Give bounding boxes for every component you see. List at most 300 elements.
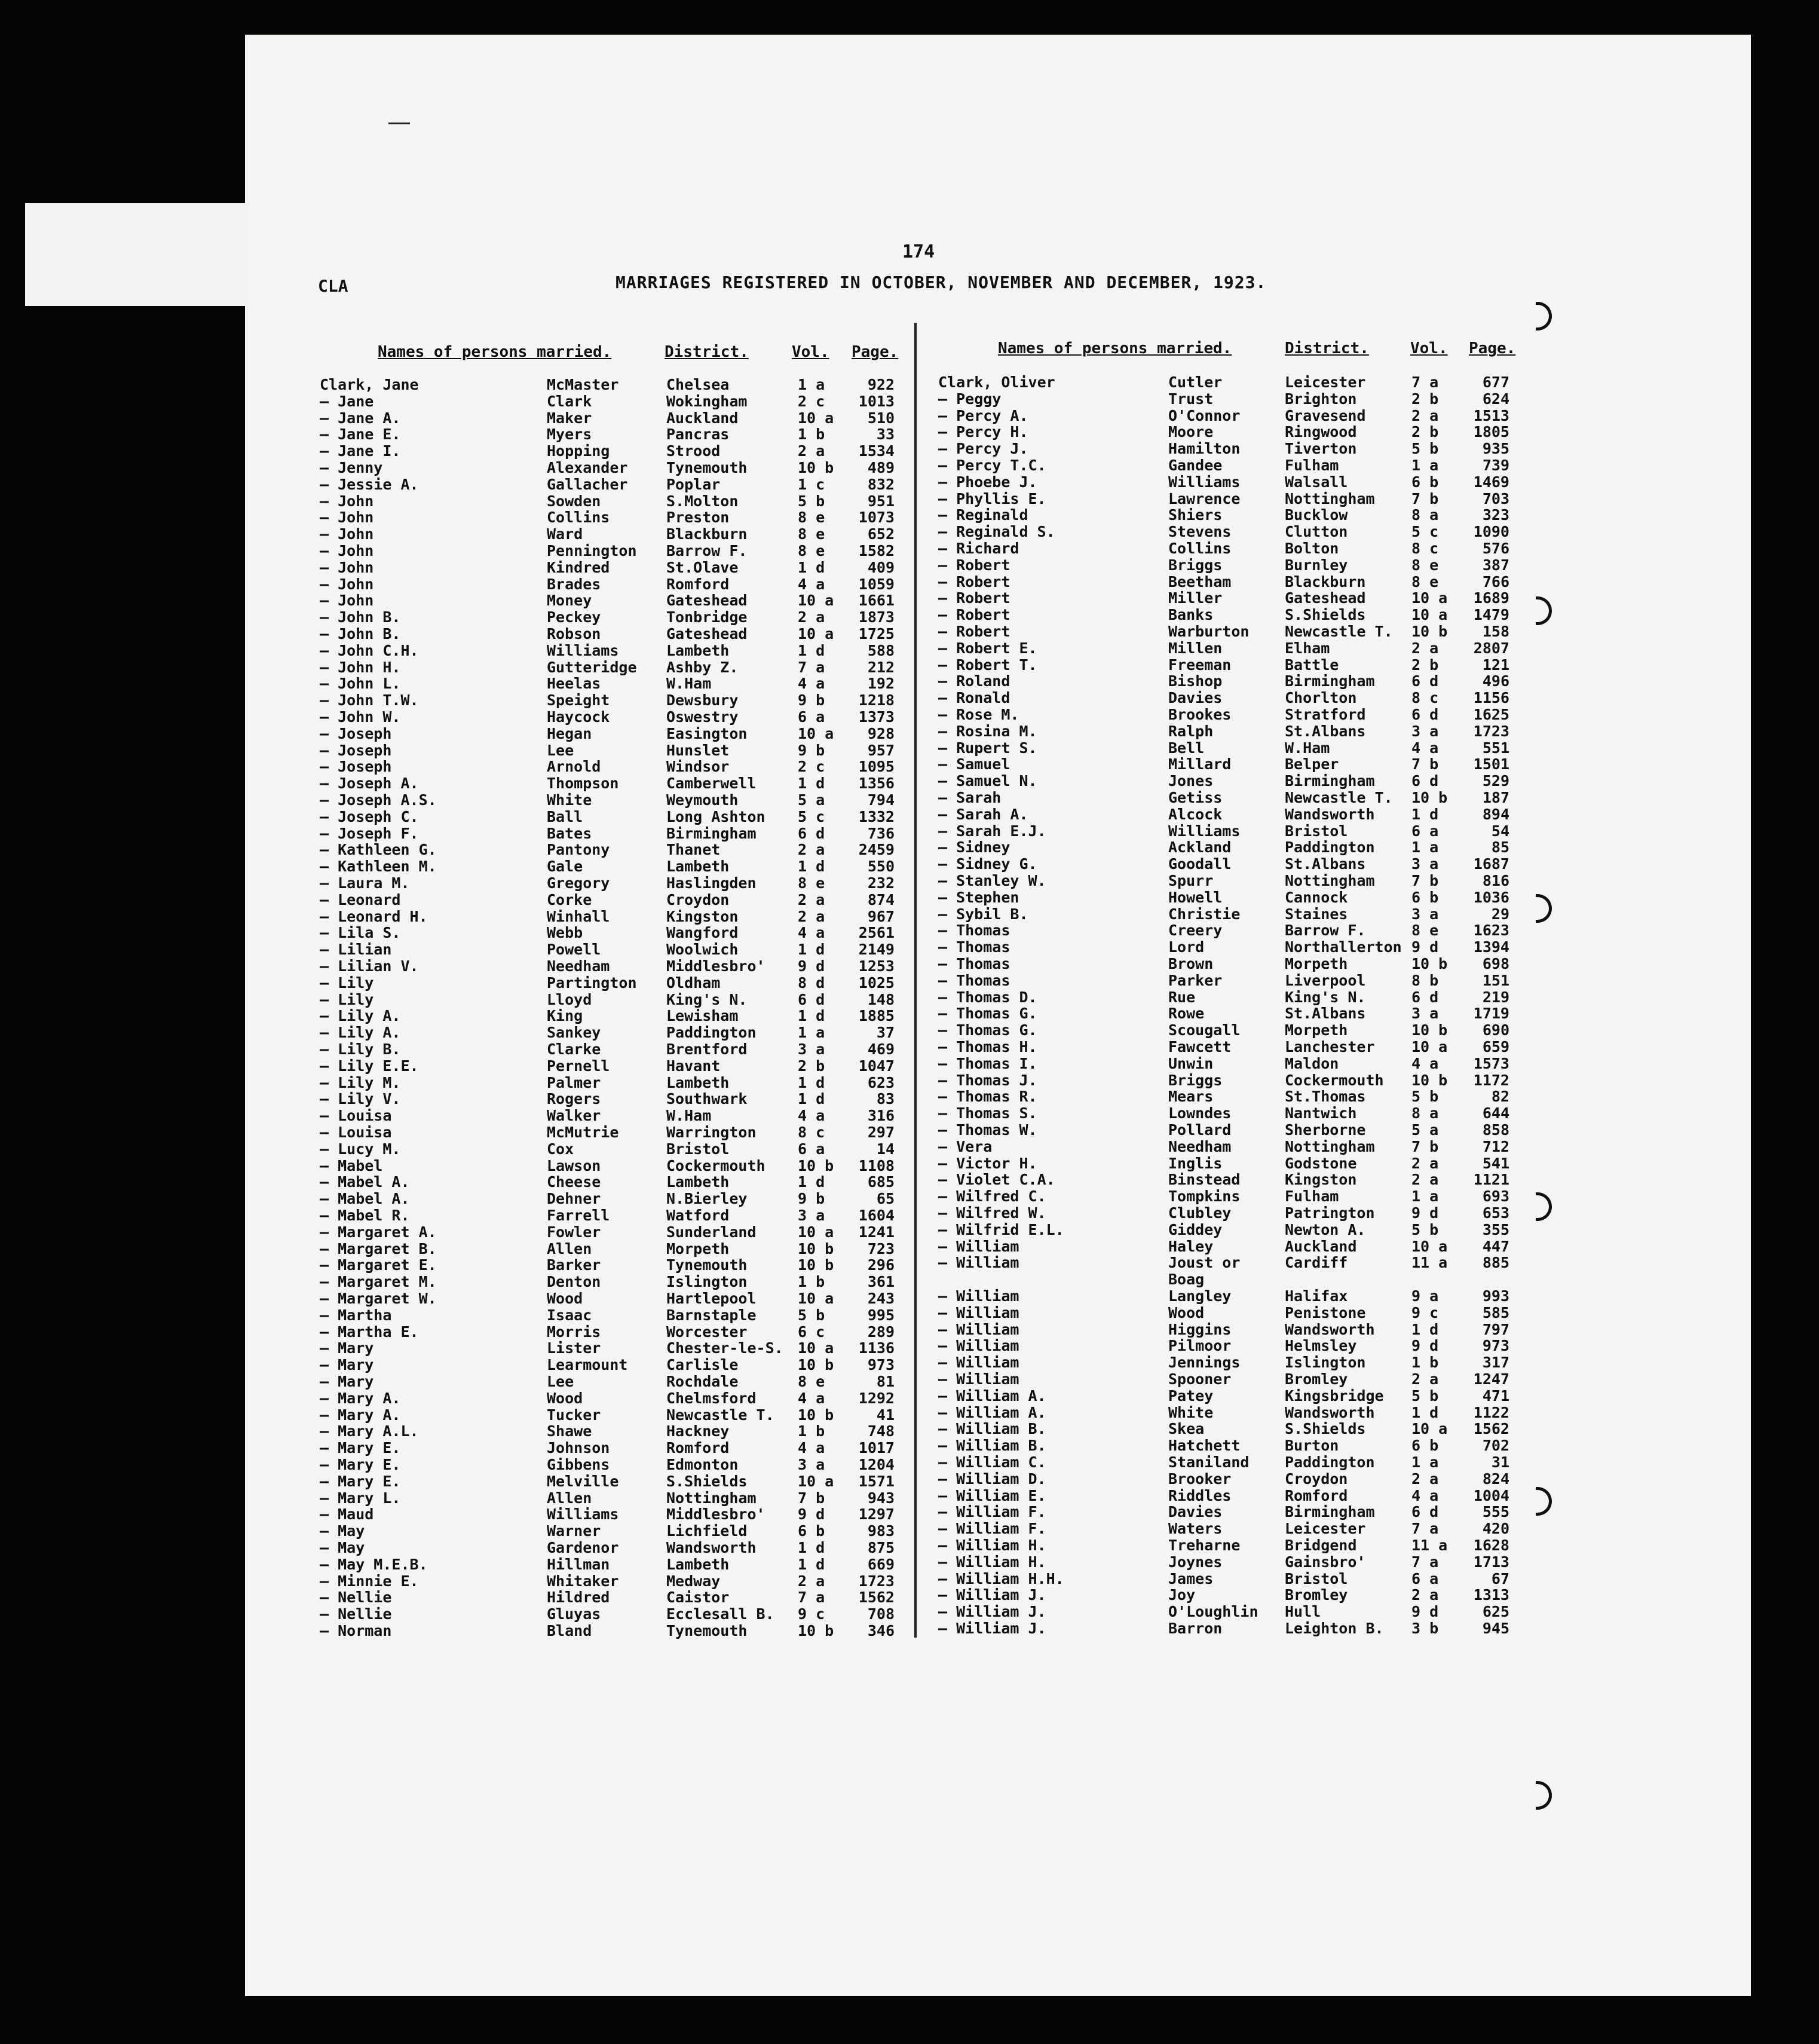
spouse-surname: Joust or — [1168, 1254, 1241, 1272]
forename: — Thomas S. — [938, 1104, 1037, 1122]
spouse-surname: Arnold — [547, 758, 601, 776]
forename: — Joseph A. — [320, 775, 419, 792]
volume: 9 b — [798, 741, 825, 759]
volume: 2 a — [798, 608, 825, 626]
volume: 6 d — [1411, 706, 1439, 723]
forename: — William — [938, 1354, 1019, 1372]
page-ref: 1723 — [1473, 722, 1509, 740]
col-header-names: Names of persons married. — [378, 343, 612, 361]
district: Wokingham — [666, 392, 748, 410]
volume: 8 d — [798, 974, 825, 992]
volume: 3 a — [798, 1207, 825, 1224]
volume: 1 d — [798, 1073, 825, 1091]
page-ref: 832 — [867, 475, 895, 493]
volume: 1 b — [798, 1422, 825, 1440]
register-entry — [320, 726, 917, 742]
spouse-surname: Warner — [547, 1522, 601, 1540]
district: St.Albans — [1285, 722, 1366, 740]
page-ref: 1332 — [858, 807, 895, 825]
register-entry — [938, 607, 1536, 623]
spouse-surname: Staniland — [1168, 1454, 1250, 1471]
forename: — Joseph C. — [320, 807, 419, 825]
forename: — Joseph — [320, 724, 392, 742]
forename: — Ronald — [938, 689, 1010, 707]
volume: 2 a — [798, 891, 825, 908]
volume: 10 b — [1411, 1021, 1448, 1039]
district: Auckland — [1285, 1237, 1357, 1255]
volume: 10 a — [798, 409, 834, 427]
forename: — Robert — [938, 556, 1010, 574]
page-ref: 2149 — [858, 941, 895, 959]
volume: 6 d — [798, 990, 825, 1008]
page-ref: 1689 — [1473, 589, 1509, 607]
register-entry — [320, 1324, 917, 1341]
volume: 5 b — [1411, 440, 1439, 458]
register-entry — [938, 1354, 1536, 1371]
col-header-vol: Vol. — [792, 343, 829, 361]
district: Sherborne — [1285, 1121, 1366, 1139]
forename: — William H.H. — [938, 1569, 1064, 1587]
spouse-surname: Lee — [547, 1373, 574, 1390]
forename: — Lily — [320, 990, 374, 1008]
volume: 2 a — [798, 1572, 825, 1590]
page-ref: 1172 — [1473, 1071, 1509, 1089]
volume: 1 a — [1411, 839, 1439, 856]
district: Oswestry — [666, 708, 739, 726]
volume: 4 a — [798, 675, 825, 693]
register-entry — [320, 1107, 917, 1124]
district: Nottingham — [1285, 489, 1375, 507]
register-entry — [320, 1257, 917, 1274]
forename: — Thomas R. — [938, 1088, 1037, 1106]
spouse-surname: O'Connor — [1168, 406, 1241, 424]
register-entry — [938, 1437, 1536, 1454]
volume: 10 a — [798, 1290, 834, 1307]
volume: 7 b — [1411, 755, 1439, 773]
register-entry — [938, 972, 1536, 989]
forename: — Thomas — [938, 955, 1010, 972]
page-ref: 1625 — [1473, 706, 1509, 723]
volume: 8 e — [798, 1373, 825, 1390]
register-code: CLA — [318, 276, 348, 296]
register-entry — [938, 1620, 1536, 1637]
page-ref: 212 — [867, 658, 895, 676]
register-entry — [938, 1388, 1536, 1405]
register-entry — [320, 1191, 917, 1207]
forename: — William — [938, 1254, 1019, 1272]
register-entry — [320, 758, 917, 775]
register-entry — [320, 792, 917, 809]
page-ref: 644 — [1482, 1104, 1509, 1122]
volume: 10 b — [1411, 955, 1448, 972]
volume: 1 b — [798, 1273, 825, 1291]
spouse-surname: Sankey — [547, 1024, 601, 1042]
spouse-surname: Gregory — [547, 874, 610, 892]
spouse-surname: Jones — [1168, 772, 1214, 790]
register-entry — [938, 1288, 1536, 1305]
volume: 7 b — [1411, 1137, 1439, 1155]
district: Bridgend — [1285, 1537, 1357, 1554]
page-ref: 875 — [867, 1539, 895, 1556]
volume: 6 d — [1411, 988, 1439, 1006]
register-entry — [320, 1490, 917, 1507]
forename: — Sidney — [938, 839, 1010, 856]
forename: — Sarah A. — [938, 805, 1028, 823]
volume: 10 b — [798, 1406, 834, 1424]
forename: — Thomas G. — [938, 1021, 1037, 1039]
district: Bromley — [1285, 1586, 1348, 1604]
forename: — Maud — [320, 1506, 374, 1523]
forename: — John — [320, 525, 374, 543]
forename: — Kathleen G. — [320, 841, 437, 859]
register-entry — [320, 609, 917, 626]
district: Burton — [1285, 1437, 1339, 1455]
district: Hunslet — [666, 741, 730, 759]
district: Blackburn — [666, 525, 748, 543]
district: Windsor — [666, 758, 730, 776]
register-entry — [320, 1440, 917, 1456]
forename: — Martha — [320, 1306, 392, 1324]
district: Birmingham — [666, 824, 757, 842]
register-entry — [938, 856, 1536, 873]
district: Lambeth — [666, 641, 730, 659]
volume: 9 d — [1411, 1337, 1439, 1355]
forename: — Margaret B. — [320, 1240, 437, 1257]
page-ref: 928 — [867, 724, 895, 742]
volume: 6 a — [1411, 1569, 1439, 1587]
page-ref: 1534 — [858, 442, 895, 460]
forename: — Mabel A. — [320, 1190, 410, 1208]
page-ref: 31 — [1491, 1454, 1509, 1471]
register-entry — [320, 992, 917, 1008]
district: Croydon — [1285, 1470, 1348, 1488]
spouse-surname: Joy — [1168, 1586, 1196, 1604]
volume: 1 a — [798, 1024, 825, 1042]
page-ref: 951 — [867, 492, 895, 510]
register-entry — [320, 941, 917, 958]
register-entry — [938, 1571, 1536, 1587]
register-entry — [320, 1573, 917, 1590]
page-ref: 1501 — [1473, 755, 1509, 773]
register-entry — [320, 1141, 917, 1158]
volume: 8 e — [798, 525, 825, 543]
page-ref: 471 — [1482, 1387, 1509, 1405]
spouse-surname: Thompson — [547, 775, 619, 792]
page-ref: 1513 — [1473, 406, 1509, 424]
page-ref: 935 — [1482, 440, 1509, 458]
page-ref: 723 — [867, 1240, 895, 1257]
page-ref: 1108 — [858, 1156, 895, 1174]
register-entry — [938, 657, 1536, 674]
forename: — Rose M. — [938, 706, 1019, 723]
page-ref: 54 — [1491, 822, 1509, 840]
forename: — Violet C.A. — [938, 1171, 1055, 1189]
spouse-surname: Wood — [1168, 1303, 1205, 1321]
forename: — Martha E. — [320, 1323, 419, 1341]
district: Camberwell — [666, 775, 757, 792]
forename: — Samuel N. — [938, 772, 1037, 790]
forename: — Mabel R. — [320, 1207, 410, 1224]
forename: — Sidney G. — [938, 855, 1037, 873]
district: S.Molton — [666, 492, 739, 510]
district: Battle — [1285, 656, 1339, 674]
district: Brentford — [666, 1041, 748, 1058]
page-ref: 14 — [876, 1140, 895, 1158]
forename: — Minnie E. — [320, 1572, 419, 1590]
district: Barnstaple — [666, 1306, 757, 1324]
register-entry — [938, 1537, 1536, 1554]
volume: 2 a — [1411, 1586, 1439, 1604]
forename: — William H. — [938, 1537, 1046, 1554]
forename: — Reginald — [938, 506, 1028, 524]
spouse-surname: McMutrie — [547, 1124, 619, 1141]
col-header-page: Page. — [852, 343, 899, 361]
district: Caistor — [666, 1589, 730, 1607]
register-entry — [938, 1072, 1536, 1089]
spouse-surname: Freeman — [1168, 656, 1232, 674]
register-entry — [320, 892, 917, 908]
page-ref: 289 — [867, 1323, 895, 1341]
forename: — John B. — [320, 608, 401, 626]
register-entry — [320, 1523, 917, 1540]
page-ref: 973 — [867, 1356, 895, 1374]
volume: 5 b — [1411, 1387, 1439, 1405]
forename: — Mary E. — [320, 1439, 401, 1457]
forename: — Margaret E. — [320, 1256, 437, 1274]
forename: — Richard — [938, 540, 1019, 557]
district: Rochdale — [666, 1373, 739, 1390]
district: Ecclesall B. — [666, 1605, 774, 1623]
forename: — Lila S. — [320, 924, 401, 942]
register-entry — [938, 1271, 1536, 1288]
forename: — Mary E. — [320, 1456, 401, 1473]
forename: — Sarah E.J. — [938, 822, 1046, 840]
register-entry — [320, 559, 917, 576]
page-ref: 677 — [1482, 374, 1509, 391]
spouse-surname: Peckey — [547, 608, 601, 626]
district: Edmonton — [666, 1456, 739, 1473]
volume: 7 a — [1411, 1553, 1439, 1571]
register-entry — [938, 557, 1536, 574]
register-entry — [320, 709, 917, 726]
volume: 4 a — [798, 1439, 825, 1457]
volume: 1 d — [798, 775, 825, 792]
volume: 1 d — [798, 1555, 825, 1573]
spouse-surname: Cutler — [1168, 374, 1223, 391]
register-entry — [938, 806, 1536, 823]
page-ref: 1571 — [858, 1472, 895, 1490]
spouse-surname: Davies — [1168, 689, 1223, 707]
page-ref: 469 — [867, 1041, 895, 1058]
district: N.Bierley — [666, 1190, 748, 1208]
page-ref: 702 — [1482, 1437, 1509, 1455]
spouse-surname: Brades — [547, 575, 601, 593]
forename: — Lily A. — [320, 1007, 401, 1025]
volume: 6 d — [1411, 1503, 1439, 1521]
district: Nottingham — [1285, 872, 1375, 889]
spouse-surname: Mears — [1168, 1088, 1214, 1106]
district: Kingsbridge — [1285, 1387, 1384, 1405]
volume: 4 a — [1411, 739, 1439, 757]
volume: 3 a — [1411, 905, 1439, 923]
register-entry — [938, 408, 1536, 424]
volume: 2 a — [798, 442, 825, 460]
district: Birmingham — [1285, 772, 1375, 790]
page-ref: 983 — [867, 1522, 895, 1540]
register-entry — [938, 773, 1536, 790]
district: Worcester — [666, 1323, 748, 1341]
register-entry — [320, 509, 917, 526]
district: Tynemouth — [666, 1256, 748, 1274]
page-ref: 585 — [1482, 1303, 1509, 1321]
volume: 2 b — [798, 1057, 825, 1075]
spouse-surname: Corke — [547, 891, 592, 908]
district: Newcastle T. — [1285, 623, 1393, 640]
volume: 10 b — [798, 1622, 834, 1639]
spouse-surname: Joynes — [1168, 1553, 1223, 1571]
register-entry — [320, 1075, 917, 1091]
col-header-names: Names of persons married. — [998, 339, 1232, 357]
page-ref: 81 — [876, 1373, 895, 1390]
spouse-surname: Waters — [1168, 1520, 1223, 1538]
forename: — Joseph A.S. — [320, 791, 437, 809]
spouse-surname: Williams — [1168, 822, 1241, 840]
forename: — John L. — [320, 675, 401, 693]
spouse-surname: Brooker — [1168, 1470, 1232, 1488]
forename: — Thomas — [938, 938, 1010, 956]
spouse-surname: Barker — [547, 1256, 601, 1274]
volume: 1 a — [1411, 1454, 1439, 1471]
volume: 6 c — [798, 1323, 825, 1341]
district: Croydon — [666, 891, 730, 908]
spouse-surname: Farrell — [547, 1207, 610, 1224]
forename: — Thomas G. — [938, 1005, 1037, 1023]
spouse-surname: Allen — [547, 1240, 592, 1257]
register-entry — [938, 706, 1536, 723]
volume: 10 b — [798, 1240, 834, 1257]
forename: — Percy H. — [938, 423, 1028, 441]
page-ref: 529 — [1482, 772, 1509, 790]
spouse-surname: Jennings — [1168, 1354, 1241, 1372]
volume: 7 a — [1411, 1520, 1439, 1538]
forename: — William — [938, 1287, 1019, 1305]
district: Staines — [1285, 905, 1348, 923]
page-ref: 1479 — [1473, 606, 1509, 624]
register-entry — [320, 1357, 917, 1373]
forename: — Sybil B. — [938, 905, 1028, 923]
register-entry — [320, 742, 917, 759]
register-entry — [938, 989, 1536, 1006]
page-ref: 1297 — [858, 1506, 895, 1523]
page-ref: 703 — [1482, 489, 1509, 507]
spouse-surname: Bland — [547, 1622, 592, 1639]
spouse-surname: Higgins — [1168, 1320, 1232, 1338]
forename: — William B. — [938, 1437, 1046, 1455]
page-ref: 158 — [1482, 623, 1509, 640]
spouse-surname: Isaac — [547, 1306, 592, 1324]
spouse-surname: Gluyas — [547, 1605, 601, 1623]
page-ref: 1394 — [1473, 938, 1509, 956]
volume: 8 a — [1411, 506, 1439, 524]
register-entry — [320, 1041, 917, 1058]
register-entry — [938, 673, 1536, 690]
forename: — Jane A. — [320, 409, 401, 427]
forename: Clark, Jane — [320, 376, 419, 393]
spouse-surname: Rogers — [547, 1090, 601, 1108]
page-ref: 739 — [1482, 457, 1509, 474]
register-entry — [320, 626, 917, 642]
district: Lambeth — [666, 858, 730, 876]
spouse-surname: Lee — [547, 741, 574, 759]
register-entry — [320, 1307, 917, 1324]
spouse-surname: Riddles — [1168, 1486, 1232, 1504]
forename: — William J. — [938, 1620, 1046, 1637]
register-entry — [938, 524, 1536, 540]
page-ref: 346 — [867, 1622, 895, 1639]
district: Pancras — [666, 426, 730, 443]
forename: — John H. — [320, 658, 401, 676]
spouse-surname: Collins — [547, 509, 610, 527]
forename: — William — [938, 1337, 1019, 1355]
volume: 4 a — [798, 1389, 825, 1407]
spouse-surname: Patey — [1168, 1387, 1214, 1405]
page-ref: 1687 — [1473, 855, 1509, 873]
volume: 2 c — [798, 392, 825, 410]
volume: 9 b — [798, 691, 825, 709]
register-entry — [938, 1471, 1536, 1488]
volume: 5 c — [798, 807, 825, 825]
page-ref: 1582 — [858, 542, 895, 559]
district: Wandsworth — [1285, 1403, 1375, 1421]
spouse-surname: Creery — [1168, 922, 1223, 940]
register-entry — [938, 1055, 1536, 1072]
forename: — John — [320, 575, 374, 593]
district: Wangford — [666, 924, 739, 942]
forename: — Wilfrid E.L. — [938, 1220, 1064, 1238]
volume: 4 a — [1411, 1486, 1439, 1504]
district: Paddington — [1285, 1454, 1375, 1471]
register-entry — [320, 1024, 917, 1041]
forename: — Lily — [320, 974, 374, 992]
page-ref: 1661 — [858, 592, 895, 610]
district: Morpeth — [1285, 955, 1348, 972]
spouse-surname: Ward — [547, 525, 583, 543]
district: Gateshead — [666, 625, 748, 642]
district: Patrington — [1285, 1204, 1375, 1222]
register-entry — [938, 823, 1536, 840]
volume: 3 b — [1411, 1620, 1439, 1637]
volume: 7 a — [798, 1589, 825, 1607]
register-entry — [938, 1454, 1536, 1471]
district: Long Ashton — [666, 807, 765, 825]
page-ref: 1121 — [1473, 1171, 1509, 1189]
volume: 1 c — [798, 475, 825, 493]
page-ref: 1623 — [1473, 922, 1509, 940]
district: Belper — [1285, 755, 1339, 773]
spouse-surname: Beetham — [1168, 573, 1232, 590]
spouse-surname: Warburton — [1168, 623, 1250, 640]
page-ref: 967 — [867, 907, 895, 925]
district: Bristol — [666, 1140, 730, 1158]
register-entry — [938, 939, 1536, 956]
spouse-surname: Treharne — [1168, 1537, 1241, 1554]
volume: 3 a — [1411, 1005, 1439, 1023]
volume: 10 b — [798, 1256, 834, 1274]
register-entry — [938, 839, 1536, 856]
spouse-surname: Tucker — [547, 1406, 601, 1424]
forename: — Joseph F. — [320, 824, 419, 842]
page-ref: 653 — [1482, 1204, 1509, 1222]
